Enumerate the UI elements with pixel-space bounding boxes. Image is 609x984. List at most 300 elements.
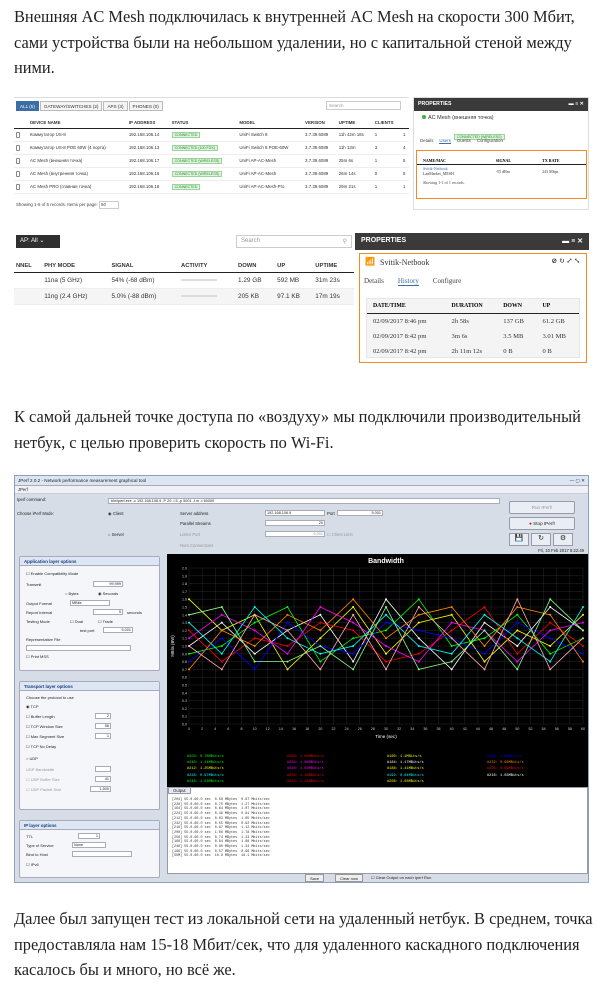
properties-tabs [364, 277, 461, 286]
data-point [254, 661, 256, 663]
properties-header: PROPERTIES ▬ ≡ ✕ [414, 98, 588, 111]
application-layer-panel: Application layer options ☐ Enable Compatibility Mode Transmit 99,999 ○ Bytes ◉ Seconds Output Format MBits Report Interval 5 seconds Testing Mode ☐ Dual ☐ Trade test port 5,001 Representative File ☐ Print MSS [19, 556, 160, 671]
legend-item: #264: 1.08MBits/s [287, 761, 324, 766]
table-row[interactable]: 11na (5 GHz) 54% (-68 dBm) 1.29 GB 592 MB 31m 23s [14, 272, 354, 288]
tos-select[interactable]: None [72, 842, 106, 848]
data-point [549, 622, 551, 624]
data-point [451, 645, 453, 647]
date-label: Fri, 10 Feb 2017 8:22:49 [538, 548, 584, 553]
legend-item: #232: 0.96MBits/s [487, 761, 524, 766]
legend-item: #184: 1.17MBits/s [387, 761, 424, 766]
data-point [582, 606, 584, 608]
data-point [516, 622, 518, 624]
col-ip[interactable]: IP ADDRESS [127, 118, 170, 128]
data-point [418, 622, 420, 624]
udp-radio[interactable]: ○ UDP [26, 756, 38, 761]
table-row[interactable]: Svitik-Netbook LanMarket_MESH -55 dBm 243 Mbps [423, 166, 559, 176]
x-tick-label: 50 [515, 727, 520, 731]
y-tick-label: 0.6 [182, 675, 187, 680]
data-point [254, 637, 256, 639]
listen-port-input[interactable]: 5,001 [265, 531, 325, 537]
col-clients[interactable]: CLIENTS [373, 118, 401, 128]
client-search-input[interactable]: Search ⚲ [236, 235, 352, 248]
items-per-page-select[interactable]: 50 [99, 201, 119, 209]
device-icon [16, 184, 20, 190]
x-tick-label: 44 [475, 727, 480, 731]
data-point [549, 637, 551, 639]
data-point [319, 645, 321, 647]
device-search-input[interactable]: Search [326, 101, 401, 110]
legend-item: #204: 0.78MBits/s [187, 755, 224, 759]
data-point [484, 653, 486, 655]
panel-controls-icon[interactable]: ▬ ≡ ✕ [562, 238, 583, 245]
action-icons[interactable]: ⊘ ↻ ⤢ ⤡ [551, 257, 580, 265]
chart-legend [167, 753, 588, 787]
tab-all[interactable]: ALL (5) [16, 101, 39, 111]
menubar[interactable]: JPerf [15, 486, 588, 494]
data-point [254, 645, 256, 647]
data-point [418, 653, 420, 655]
y-tick-label: 1.6 [182, 597, 187, 602]
data-point [221, 606, 223, 608]
max-seg-checkbox[interactable]: ☐ Max Segment Size [26, 734, 65, 739]
tab-details[interactable]: Details [420, 138, 434, 143]
tcp-radio[interactable]: ◉ TCP [26, 704, 39, 709]
y-tick-label: 1.0 [182, 644, 187, 649]
print-mss-checkbox[interactable]: ☐ Print MSS [26, 654, 49, 659]
highlight-box-users: NAME/MAC SIGNAL TX RATE Svitik-Netbook LanMarket_MESH -55 dBm 243 Mbps Showing 1-1 of 1 records. [416, 150, 587, 199]
x-tick-label: 28 [370, 727, 375, 731]
x-tick-label: 18 [305, 727, 310, 731]
x-tick-label: 16 [292, 727, 297, 731]
data-point [188, 668, 190, 670]
data-point [418, 598, 420, 600]
data-point [352, 598, 354, 600]
tab-gateway-switches[interactable]: GATEWAY/SWITCHES (2) [40, 101, 103, 111]
bandwidth-chart [167, 554, 588, 754]
server-radio[interactable]: ○ Server [108, 532, 125, 537]
data-point [418, 606, 420, 608]
y-tick-label: 2.0 [182, 566, 187, 571]
data-point [188, 614, 190, 616]
data-point [221, 622, 223, 624]
data-point [319, 661, 321, 663]
data-point [582, 645, 584, 647]
y-tick-label: 1.4 [182, 613, 187, 618]
data-point [451, 614, 453, 616]
x-tick-label: 32 [397, 727, 402, 731]
run-iperf-button[interactable]: Run IPerf! [509, 501, 575, 514]
legend-item: #248: 1.53MBits/s [187, 779, 224, 784]
data-point [549, 653, 551, 655]
x-axis-label: Time (sec) [375, 734, 397, 739]
data-point [418, 637, 420, 639]
stop-iperf-button[interactable]: ● Stop IPerf! [509, 517, 575, 530]
x-tick-label: 6 [227, 727, 230, 731]
table-row: 02/09/2017 8:42 pm 3m 6s 3.5 MB 3.01 MB [373, 332, 566, 340]
y-tick-label: 0.9 [182, 652, 187, 657]
udp-packet-checkbox[interactable]: ☐ UDP Packet Size [26, 787, 62, 792]
tab-history[interactable]: History [397, 277, 419, 285]
data-point [221, 653, 223, 655]
data-point [221, 645, 223, 647]
data-point [516, 637, 518, 639]
data-point [254, 614, 256, 616]
data-point [484, 606, 486, 608]
data-point [287, 614, 289, 616]
data-point [319, 629, 321, 631]
tab-aps[interactable]: APS (3) [103, 101, 127, 111]
x-tick-label: 60 [581, 727, 585, 731]
ap-filter-dropdown[interactable]: AP: All ⌄ [16, 235, 60, 248]
status-badge: CONNECTED (WIRELESS) [172, 158, 223, 164]
tab-output[interactable]: Output [168, 787, 191, 794]
table-row[interactable]: Коммутатор US-8 POE 60W (4 порта) 192.168.106.13 CONNECTED (100 FDX) UniFi Switch 8 POE-60W 3.7.39.6089 11h 13m 3 4 [14, 141, 409, 154]
data-point [549, 606, 551, 608]
paragraph-1: Внешняя AC Mesh подключилась к внутренней AC Mesh на скорости 300 Мбит, сами устройства были на небольшом удалении, но с капитальной стеной между ними. [14, 7, 575, 77]
data-point [451, 661, 453, 663]
chart-title: Bandwidth [368, 558, 404, 565]
toolbar-icons [509, 533, 573, 546]
legend-item: #188: 1.41MBits/s [387, 767, 424, 772]
panel-controls-icon[interactable]: ▬ ≡ ✕ [568, 101, 584, 107]
data-point [385, 668, 387, 670]
legend-item: #192: 0.84MBits/s [387, 773, 424, 778]
data-point [385, 661, 387, 663]
y-tick-label: 0.1 [182, 714, 187, 719]
status-badge: CONNECTED (WIRELESS) [172, 171, 223, 177]
data-point [451, 606, 453, 608]
status-badge: CONNECTED [172, 132, 201, 138]
x-tick-label: 30 [384, 727, 388, 731]
y-tick-label: 0.7 [182, 667, 187, 672]
port-input[interactable]: 5,001 [337, 510, 383, 516]
x-tick-label: 2 [201, 727, 204, 731]
data-point [484, 645, 486, 647]
trade-checkbox[interactable]: ☐ Trade [98, 619, 113, 624]
y-tick-label: 1.1 [182, 636, 187, 641]
y-tick-label: 1.2 [182, 628, 187, 633]
data-point [221, 614, 223, 616]
x-tick-label: 24 [344, 727, 349, 731]
data-point [254, 653, 256, 655]
parallel-streams-input[interactable]: 20 [265, 520, 325, 526]
activity-bar [181, 295, 217, 297]
legend-item: #208: 1.03MBits/s [387, 779, 424, 784]
save-icon[interactable]: 💾 [509, 533, 529, 546]
data-point [221, 637, 223, 639]
paragraph-3: Далее был запущен тест из локальной сети на удаленный нетбук. В среднем, точка предоставляла нам 15-18 Мбит/сек, что для удаленного каскадного подключения касалось бы и много, но всё же. [14, 909, 593, 979]
data-point [352, 606, 354, 608]
data-point [418, 668, 420, 670]
properties-tabs [420, 138, 503, 144]
data-point [451, 622, 453, 624]
data-point [418, 614, 420, 616]
tab-guests[interactable]: Guests [456, 138, 471, 143]
data-point [582, 661, 584, 663]
data-point [385, 645, 387, 647]
data-point [352, 637, 354, 639]
data-point [549, 598, 551, 600]
table-header: NNEL PHY MODE SIGNAL ACTIVITY DOWN UP UPTIME [14, 260, 354, 272]
legend-item: #220: 1.03MBits/s [287, 767, 324, 772]
data-point [582, 629, 584, 631]
data-point [188, 598, 190, 600]
data-point [188, 622, 190, 624]
data-point [549, 668, 551, 670]
data-point [549, 629, 551, 631]
data-point [254, 629, 256, 631]
data-point [484, 668, 486, 670]
data-point [418, 645, 420, 647]
data-point [352, 629, 354, 631]
data-point [352, 614, 354, 616]
y-tick-label: 0.5 [182, 683, 187, 688]
data-point [385, 622, 387, 624]
data-point [549, 645, 551, 647]
data-point [385, 606, 387, 608]
tcp-nodelay-checkbox[interactable]: ☐ TCP No Delay [26, 744, 57, 749]
data-point [352, 668, 354, 670]
col-version[interactable]: VERSION [303, 118, 337, 128]
table-row[interactable]: 11ng (2.4 GHz) 5.0% (-88 dBm) 205 KB 97.1 KB 17m 19s [14, 288, 354, 304]
data-point [418, 629, 420, 631]
devices-screenshot [14, 97, 409, 210]
data-point [254, 668, 256, 670]
data-point [287, 629, 289, 631]
table-row: 02/09/2017 8:42 pm 2h 11m 12s 0 B 0 B [373, 347, 552, 355]
x-tick-label: 54 [541, 727, 546, 731]
users-table: NAME/MAC SIGNAL TX RATE Svitik-Netbook LanMarket_MESH -55 dBm 243 Mbps [417, 157, 586, 177]
tcp-window-checkbox[interactable]: ☐ TCP Window Size [26, 724, 63, 729]
test-port-input[interactable]: 5,001 [103, 627, 133, 633]
data-point [516, 668, 518, 670]
x-tick-label: 8 [240, 727, 243, 731]
buffer-length-checkbox[interactable]: ☐ Buffer Length [26, 714, 55, 719]
legend-item: #240: 1.14MBits/s [187, 761, 224, 766]
client-radio[interactable]: ◉ Client [108, 511, 124, 516]
data-point [484, 661, 486, 663]
col-model[interactable]: MODEL [237, 118, 303, 128]
chevron-down-icon: ⌄ [39, 238, 45, 244]
data-point [188, 645, 190, 647]
data-point [188, 637, 190, 639]
data-point [352, 653, 354, 655]
y-tick-label: 0.4 [182, 691, 187, 696]
dual-checkbox[interactable]: ☐ Dual [70, 619, 83, 624]
data-point [352, 661, 354, 663]
tab-phones[interactable]: PHONES (0) [129, 101, 163, 111]
x-tick-label: 12 [265, 727, 270, 731]
legend-item: #160: 1.1MBits/s [387, 755, 422, 759]
y-tick-label: 0.8 [182, 660, 187, 665]
status-badge: CONNECTED (WIRELESS) [454, 134, 505, 140]
data-point [385, 629, 387, 631]
save-button[interactable]: Save [305, 874, 324, 882]
ip-layer-panel: IP layer options TTL 1 Type of Service None Bind to Host ☐ IPv6 [19, 820, 160, 878]
y-tick-label: 1.3 [182, 621, 187, 626]
tab-users[interactable]: Users [439, 138, 451, 143]
client-limit-checkbox[interactable]: ☐ Client Limit [327, 532, 353, 537]
tab-configuration[interactable]: Configuration [476, 138, 503, 143]
col-status[interactable]: STATUS [170, 118, 238, 128]
paragraph-2: К самой дальней точке доступа по «воздуху» мы подключили производительный нетбук, с целью проверить скорость по Wi-Fi. [14, 407, 581, 452]
data-point [287, 653, 289, 655]
x-tick-label: 20 [318, 727, 323, 731]
data-point [385, 614, 387, 616]
report-interval-input[interactable]: 5 [93, 609, 123, 615]
device-icon [16, 132, 20, 138]
data-point [484, 629, 486, 631]
data-point [516, 629, 518, 631]
data-point [319, 614, 321, 616]
x-tick-label: 38 [436, 727, 441, 731]
x-tick-label: 52 [528, 727, 533, 731]
data-point [221, 668, 223, 670]
history-table: DATE/TIME DURATION DOWN UP 02/09/2017 8:46 pm 2h 58s 137 GB 61.2 GB 02/09/2017 8:42 pm 3m 6s 3.5 MB 3.01 MB 02/09/2017 8:42 pm 2h 11m 12s 0 B 0 B [366, 298, 580, 358]
seconds-radio[interactable]: ◉ Seconds [98, 591, 119, 596]
data-point [254, 606, 256, 608]
compat-checkbox[interactable]: ☐ Enable Compatibility Mode [26, 571, 79, 576]
data-point [287, 622, 289, 624]
y-tick-label: 1.8 [182, 582, 187, 587]
server-address-input[interactable]: 192.168.106.9 [265, 510, 325, 516]
table-row[interactable]: AC Mesh (внутренняя точка) 192.168.106.16 CONNECTED (WIRELESS) UniFi AP-AC-Mesh 3.7.39.6089 26m 14s 0 5 [14, 167, 409, 180]
table-row[interactable]: AC Mesh PRO (главная точка) 192.168.106.18 CONNECTED UniFi AP-AC-Mesh-Pro 3.7.39.6089 29m 21s 1 1 [14, 180, 409, 193]
ipv6-checkbox[interactable]: ☐ IPv6 [26, 862, 39, 867]
transport-layer-panel: Transport layer options Choose the protocol to use ◉ TCP ☐ Buffer Length 2 ☐ TCP Window Size 56 ☐ Max Segment Size 1 ☐ TCP No Delay ○ UDP UDP Bandwidth ☐ UDP Buffer Size 41 ☐ UDP Packet Size 1,500 [19, 681, 160, 810]
x-tick-label: 14 [278, 727, 283, 731]
x-tick-label: 42 [462, 727, 467, 731]
data-point [418, 661, 420, 663]
legend-item: #256: 1.19MBits/s [287, 773, 324, 778]
data-point [484, 622, 486, 624]
table-row[interactable]: Коммутатор US-8 192.168.106.14 CONNECTED UniFi Switch 8 3.7.39.6089 11h 42m 18s 1 1 [14, 128, 409, 141]
y-tick-label: 1.7 [182, 589, 187, 594]
x-tick-label: 4 [214, 727, 217, 731]
devices-table [14, 118, 409, 194]
data-point [254, 622, 256, 624]
data-point [582, 614, 584, 616]
data-point [484, 614, 486, 616]
client-title: Svitik-Netbook [380, 258, 430, 267]
data-point [516, 645, 518, 647]
data-point [582, 637, 584, 639]
legend-item: #212: 1.25MBits/s [187, 767, 224, 772]
jperf-window: JPerf 2.0.2 - Network performance measurement graphical tool — ▢ ✕ JPerf Iperf command: bin/iperf.exe -c 192.168.106.9 -P 20 -i 5 -p 5001 -f m -t 60000 Choose iPerf Mode: ◉ Client ○ Server Server address 192.168.106.9 Port 5,001 Parallel Streams 20 Listen Port 5,001 ☐ Client Limit Num Connections Run IPerf! ● Stop IPerf! 💾 ↻ ⚙ Fri, 10 Feb 2017 8:22:49 Application layer options ☐ Enable Compatibility Mode Transmit 99,999 ○ Bytes ◉ Seconds Output Format MBits Report Interval 5 seconds Testing Mode ☐ Dual ☐ Trade test port 5,001 Representative File ☐ Print MSS Transport layer options Choose the protocol to use ◉ TCP ☐ Buffer Length 2 ☐ TCP Window Size 56 ☐ Max Segment Size 1 ☐ TCP No Delay ○ UDP UDP Bandwidth ☐ UDP Buffer Size 41 ☐ UDP Packet Size 1,500 IP layer options TTL 1 Type of Service None Bind to Host ☐ IPv6 Bandwidth 0.0 0.1 0.2 0.3 0.4 0.5 0.6 0.7 0.8 0.9 1.0 1.1 1.2 1.3 1.4 1.5 1.6 1.7 1.8 1.9 2.0 0 2 4 6 8 10 12 14 16 18 20 22 24 26 28 30 32 34 36 38 40 42 44 46 48 50 52 54 56 58 60 Time (sec) MBits (BW) #204: 0.78MBits/s #200: 1.01MBits/s #160: 1.1MBits/s #196: 1.0MBits/s #240: 1.14MBits/s #264: 1.08MBits/s #184: 1.17MBits/s #232: 0.96MBits/s #212: 1.25MBits/s #220: 1.03MBits/s #188: 1.41MBits/s #236: 0.99MBits/s #228: 0.97MBits/s #256: 1.19MBits/s #192: 0.84MBits/s #216: 1.03MBits/s #248: 1.53MBits/s #252: 1.12MBits/s #208: 1.03MBits/s Output [204] 55.0-60.0 sec 0.58 MBytes 0.97 Mbits/sec [220] 55.0-60.0 sec 0.75 MBytes 1.27 Mbits/sec [164] 55.0-60.0 sec 0.64 MBytes 1.07 Mbits/sec [224] 55.0-60.0 sec 0.49 MBytes 0.81 Mbits/sec [212] 55.0-60.0 sec 0.63 MBytes 1.05 Mbits/sec [232] 55.0-60.0 sec 0.55 MBytes 0.92 Mbits/sec [216] 55.0-60.0 sec 0.67 MBytes 1.12 Mbits/sec [200] 55.0-60.0 sec 1.06 MBytes 1.78 Mbits/sec [256] 55.0-60.0 sec 0.74 MBytes 1.23 Mbits/sec [188] 55.0-60.0 sec 0.64 MBytes 1.08 Mbits/sec [248] 55.0-60.0 sec 0.80 MBytes 1.34 Mbits/sec [196] 55.0-60.0 sec 0.57 MBytes 0.96 Mbits/sec [SUM] 55.0-60.0 sec 10.9 MBytes 18.1 Mbits/sec Save Clear now ☐ Clear Output on each Iperf Run [14, 475, 589, 883]
output-format-select[interactable]: MBits [70, 600, 110, 606]
data-point [516, 598, 518, 600]
y-tick-label: 0.2 [182, 706, 187, 711]
data-point [188, 629, 190, 631]
y-axis-label: MBits (BW) [170, 635, 175, 657]
bind-host-input[interactable] [72, 851, 132, 857]
window-titlebar: JPerf 2.0.2 - Network performance measurement graphical tool — ▢ ✕ [15, 476, 588, 486]
output-panel [167, 787, 588, 874]
restore-icon[interactable]: ↻ [531, 533, 551, 546]
y-tick-label: 1.9 [182, 574, 187, 579]
x-tick-label: 58 [567, 727, 572, 731]
search-icon: ⚲ [342, 239, 347, 245]
legend-item: #196: 1.0MBits/s [487, 755, 522, 759]
status-badge: CONNECTED (100 FDX) [172, 145, 218, 151]
legend-item: #228: 0.97MBits/s [187, 773, 224, 778]
data-point [287, 606, 289, 608]
output-text: [204] 55.0-60.0 sec 0.58 MBytes 0.97 Mbits/sec [220] 55.0-60.0 sec 0.75 MBytes 1.27 Mbits/sec [164] 55.0-60.0 sec 0.64 MBytes 1.07 Mbits/sec [224] 55.0-60.0 sec 0.49 MBytes 0.81 Mbits/sec [212] 55.0-60.0 sec 0.63 MBytes 1.05 Mbits/sec [232] 55.0-60.0 sec 0.55 MBytes 0.92 Mbits/sec [216] 55.0-60.0 sec 0.67 MBytes 1.12 Mbits/sec [200] 55.0-60.0 sec 1.06 MBytes 1.78 Mbits/sec [256] 55.0-60.0 sec 0.74 MBytes 1.23 Mbits/sec [188] 55.0-60.0 sec 0.64 MBytes 1.08 Mbits/sec [248] 55.0-60.0 sec 0.80 MBytes 1.34 Mbits/sec [196] 55.0-60.0 sec 0.57 MBytes 0.96 Mbits/sec [SUM] 55.0-60.0 sec 10.9 MBytes 18.1 Mbits/sec [172, 798, 270, 859]
clear-now-button[interactable]: Clear now [335, 874, 363, 882]
device-filter-tabs [16, 101, 164, 111]
x-tick-label: 40 [449, 727, 454, 731]
data-point [451, 653, 453, 655]
x-tick-label: 26 [357, 727, 362, 731]
rep-file-input[interactable] [26, 645, 131, 651]
table-footer: Showing 1-5 of 5 records. Items per page: 50 [16, 201, 119, 209]
clients-screenshot [14, 233, 354, 299]
x-tick-label: 46 [489, 727, 494, 731]
data-point [319, 622, 321, 624]
activity-bar [181, 279, 217, 281]
col-uptime[interactable]: UPTIME [337, 118, 373, 128]
udp-buffer-checkbox[interactable]: ☐ UDP Buffer Size [26, 777, 60, 782]
table-header [14, 118, 409, 128]
data-point [188, 653, 190, 655]
x-tick-label: 22 [331, 727, 336, 731]
tab-details[interactable]: Details [364, 277, 384, 285]
x-tick-label: 36 [423, 727, 428, 731]
tab-configure[interactable]: Configure [432, 277, 462, 285]
properties-header: PROPERTIES ▬ ≡ ✕ [355, 233, 589, 250]
bytes-radio[interactable]: ○ Bytes [65, 591, 79, 596]
legend-item: #236: 0.99MBits/s [487, 767, 524, 772]
data-point [451, 668, 453, 670]
device-icon [16, 171, 20, 177]
y-tick-label: 1.5 [182, 605, 187, 610]
table-row[interactable]: AC Mesh (внешняя точка) 192.168.106.17 CONNECTED (WIRELESS) UniFi AP-AC-Mesh 3.7.39.6089 25m 6s 1 5 [14, 154, 409, 167]
data-point [319, 606, 321, 608]
data-point [582, 622, 584, 624]
device-title: AC Mesh (внешняя точка) [422, 115, 494, 121]
highlight-box-history [359, 253, 587, 363]
data-point [319, 668, 321, 670]
data-point [549, 614, 551, 616]
clear-each-checkbox[interactable]: ☐ Clear Output on each Iperf Run [371, 875, 432, 880]
data-point [221, 629, 223, 631]
data-point [516, 614, 518, 616]
col-device-name[interactable]: DEVICE NAME [28, 118, 127, 128]
data-point [484, 637, 486, 639]
stop-icon: ● [529, 521, 532, 526]
y-tick-label: 0.3 [182, 699, 187, 704]
gear-icon[interactable]: ⚙ [553, 533, 573, 546]
data-point [451, 629, 453, 631]
transmit-input[interactable]: 99,999 [93, 581, 123, 587]
clients-table [14, 260, 354, 305]
data-point [385, 637, 387, 639]
data-point [287, 668, 289, 670]
window-controls-icon[interactable]: — ▢ ✕ [569, 478, 585, 483]
device-icon [16, 158, 20, 164]
iperf-command-field[interactable]: bin/iperf.exe -c 192.168.106.9 -P 20 -i 5 -p 5001 -f m -t 60000 [108, 498, 500, 504]
x-tick-label: 0 [188, 727, 190, 731]
table-row: 02/09/2017 8:46 pm 2h 58s 137 GB 61.2 GB [373, 317, 565, 325]
x-tick-label: 10 [252, 727, 257, 731]
legend-item: #200: 1.01MBits/s [287, 755, 324, 759]
data-point [287, 637, 289, 639]
wifi-icon: 📶 [365, 257, 375, 266]
device-icon [16, 145, 20, 151]
legend-item: #252: 1.12MBits/s [287, 779, 324, 784]
data-point [451, 637, 453, 639]
